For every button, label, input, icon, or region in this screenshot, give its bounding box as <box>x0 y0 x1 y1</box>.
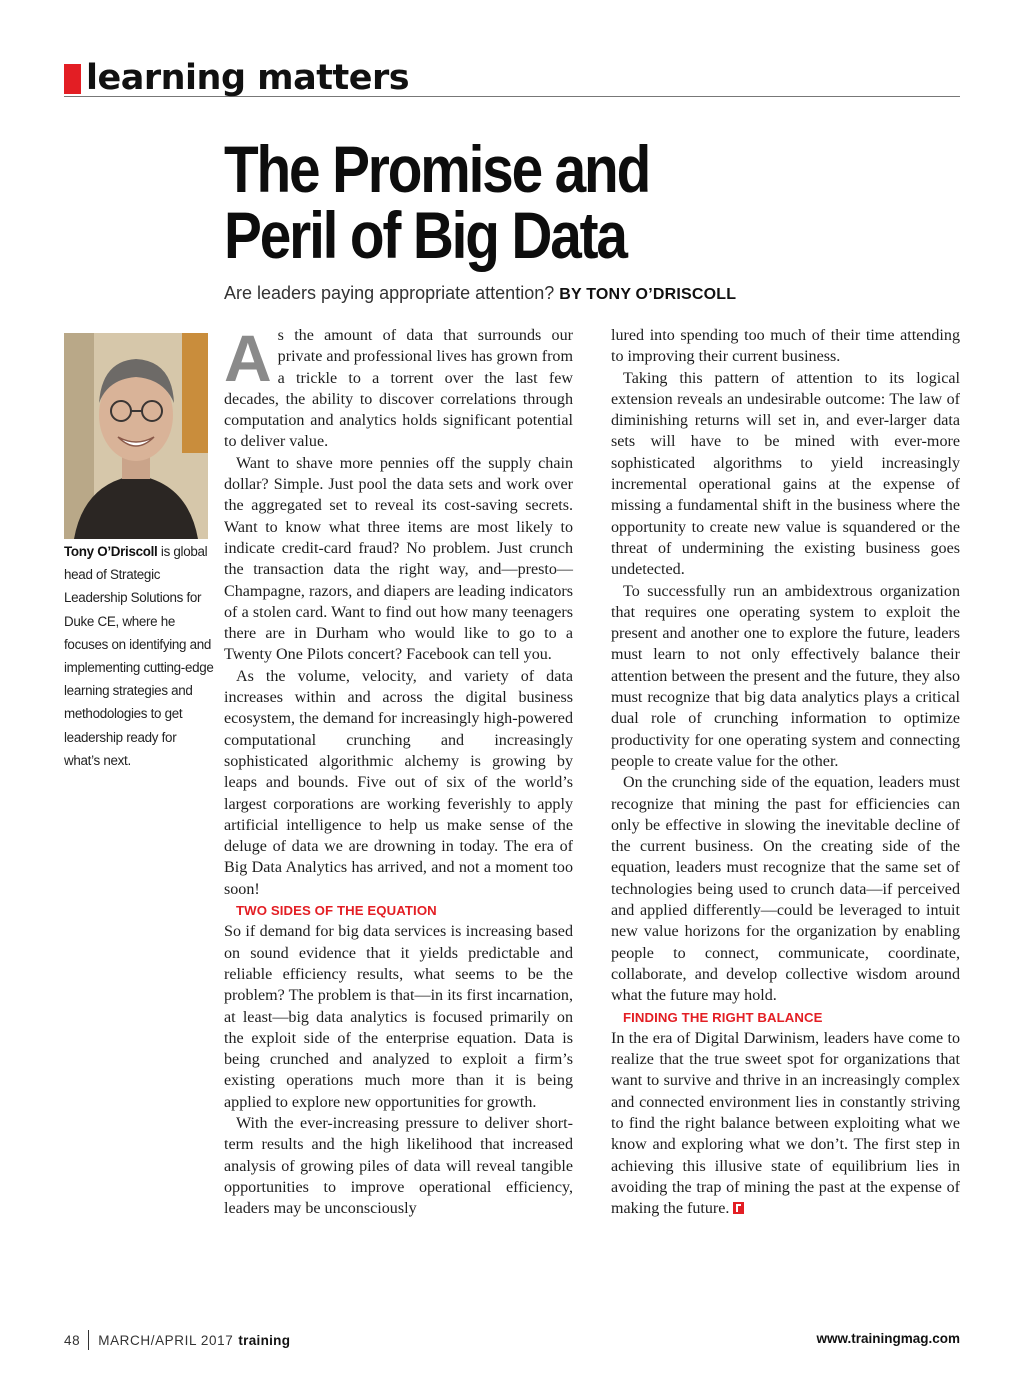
footer-divider <box>88 1330 89 1350</box>
author-bio <box>64 540 214 772</box>
magazine-url: www.trainingmag.com <box>816 1331 960 1346</box>
deck-text: Are leaders paying appropriate attention? <box>224 283 555 303</box>
article-headline <box>224 132 860 272</box>
body-column-1 <box>224 321 573 1219</box>
drop-cap: A <box>224 321 272 395</box>
paragraph: With the ever-increasing pressure to deliver short-term results and the high likelihood that increased analysis of growing piles of data will reveal tangible opportunities to improve operational efficiency, leaders may be unconsciously <box>224 1114 573 1218</box>
end-of-article-icon <box>733 1202 744 1214</box>
paragraph: As the volume, velocity, and variety of data increases within and across the digital business ecosystem, the demand for increasingly high-powered computational crunching and increasingly sophisticated algorithmic alchemy is growing by leaps and bounds. Five out of six of the world’s largest corporations are working feverishly to apply artificial intelligence to help us make sense of the deluge of data we are drowning in today. The era of Big Data Analytics has arrived, and not a moment too soon! <box>224 667 573 898</box>
section-accent-square <box>64 64 81 94</box>
issue-date: MARCH/APRIL 2017 <box>98 1333 234 1348</box>
paragraph: To successfully run an ambidextrous organization that requires one operating system to exploit the present and another one to explore the future, leaders must learn to not only effectively balance their attention between the present and the future, they also must recognize that big data analytics plays a critical dual role of crunching information to optimize productivity for one operating system and connecting people to create value for the other. <box>611 582 960 770</box>
headline-line-1: The Promise and <box>224 132 650 206</box>
article-deck <box>224 281 964 307</box>
bio-author-name: Tony O’Driscoll <box>64 544 158 559</box>
author-photo <box>64 333 208 539</box>
footer-left <box>64 1330 290 1350</box>
bio-text: is global head of Strategic Leadership Solutions for Duke CE, where he focuses on identifying and implementing cutting-edge learning strategies and methodologies to get leadership ready for what’s next. <box>64 544 214 768</box>
byline: BY TONY O’DRISCOLL <box>559 286 737 303</box>
page-number: 48 <box>64 1333 81 1348</box>
paragraph: So if demand for big data services is increasing based on sound evidence that it yields predictable and reliable efficiency results, what seems to be the problem? The problem is that—in its first incarnation, at least—big data analytics is focused primarily on the exploit side of the enterprise equation. Data is being crunched and analyzed to exploit a firm’s existing operations much more than it is being applied to explore new opportunities for growth. <box>224 923 573 1111</box>
body-column-2 <box>611 325 960 1219</box>
paragraph: lured into spending too much of their time attending to improving their current business. <box>611 327 960 366</box>
magazine-brand: training <box>238 1333 291 1348</box>
paragraph-final: In the era of Digital Darwinism, leaders have come to realize that the true sweet spot for organizations that want to survive and thrive in an increasingly complex and connected environment lies in constantly striving to find the right balance between exploiting what we know and exploring what we don’t. The first step in achieving this illusive state of equilibrium lies in avoiding the trap of mining the past at the expense of making the future. <box>611 1029 960 1218</box>
subhead-two-sides: TWO SIDES OF THE EQUATION <box>236 903 437 919</box>
subhead-finding-balance: FINDING THE RIGHT BALANCE <box>623 1009 823 1025</box>
section-header <box>64 58 960 97</box>
paragraph: Taking this pattern of attention to its logical extension reveals an undesirable outcome: The law of diminishing returns will set in, and ever-larger data sets will have to be mined with ever-more sophisticated algorithms to yield increasingly incremental operational gains at the expense of missing a fundamental shift in the business where the opportunity to create new value is squandered or the threat of undermining the existing business goes undetected. <box>611 369 960 579</box>
section-title: learning matters <box>86 58 410 98</box>
paragraph: Want to shave more pennies off the supply chain dollar? Simple. Just pool the data sets and work over the aggregated set to reveal its cost-saving secrets. Want to know what three items are most likely to indicate credit-card fraud? No problem. Just crunch the transaction data the right way, and—presto—Champagne, razors, and diapers are leading indicators of a stolen card. Want to find out how many teenagers there are in Durham who would like to go to a Twenty One Pilots concert? Facebook can tell you. <box>224 454 573 664</box>
paragraph: On the crunching side of the equation, leaders must recognize that mining the past for efficiencies can only be effective in slowing the inevitable decline of the current business. On the creating side of the equation, leaders must recognize that the same set of technologies being used to crunch data—if perceived and applied differently—could be leveraged to intuit new value horizons for the organization by enabling people to connect, communicate, coordinate, collaborate, and develop collective wisdom around what the future may hold. <box>611 774 960 1005</box>
paragraph: As the amount of data that surrounds our private and professional lives has grown from a trickle to a torrent over the last few decades, the ability to discover correlations through computation and analytics holds significant potential to deliver value. <box>224 321 573 451</box>
headline-line-2: Peril of Big Data <box>224 198 626 272</box>
